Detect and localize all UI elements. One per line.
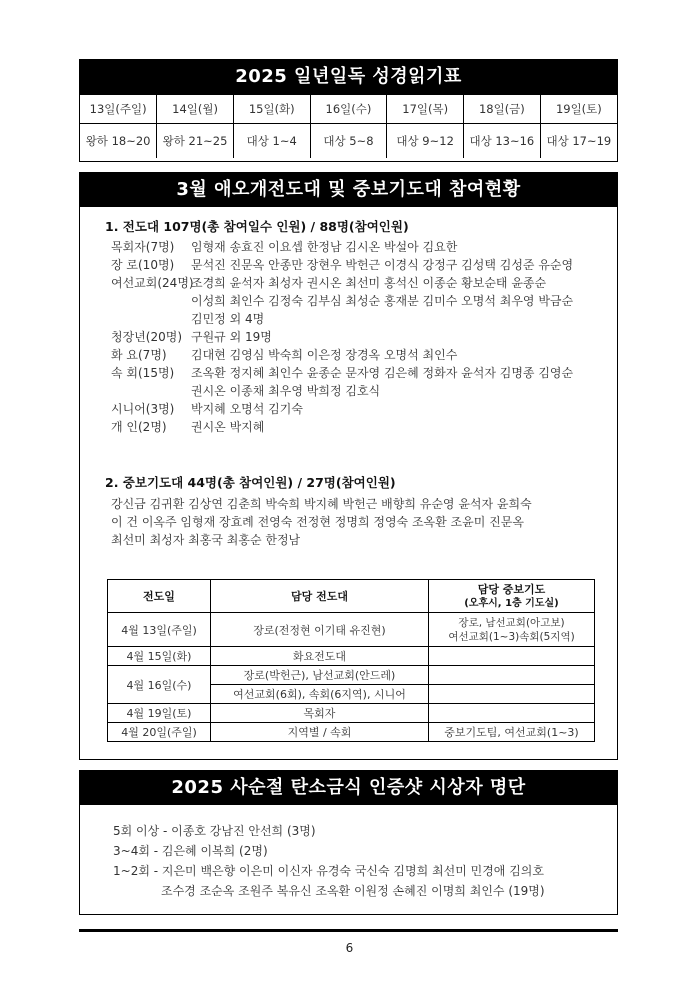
reading-passage: 대상 9~12 (387, 124, 464, 159)
schedule-prayer-line: 장로, 남선교회(아고보) (458, 616, 565, 629)
schedule-prayer-line: 여선교회(1~3)속회(5지역) (448, 630, 575, 643)
schedule-row (108, 647, 595, 666)
reading-day: 18일(금) (464, 95, 541, 124)
prayer-names-line: 이 건 이옥주 임형재 장효례 전영숙 전정현 정명희 정영숙 조옥환 조윤미 진문옥 (111, 515, 524, 529)
reading-passage: 왕하 21~25 (157, 124, 234, 159)
reading-passage: 대상 17~19 (540, 124, 617, 159)
schedule-date: 4월 19일(토) (108, 704, 211, 723)
group-names-continued: 이성희 최인수 김정숙 김부심 최성순 홍재분 김미수 오명석 최우영 박금순 (191, 294, 574, 308)
group-label: 개 인(2명) (111, 420, 167, 434)
section1-groups (111, 238, 573, 436)
award-list (113, 821, 545, 901)
schedule-date: 4월 20일(주일) (108, 723, 211, 742)
schedule-team: 지역별 / 속회 (211, 723, 429, 742)
group-label: 장 로(10명) (111, 258, 175, 272)
group-row (111, 274, 573, 292)
schedule-header-prayer (429, 580, 595, 613)
group-names: 구원규 외 19명 (191, 330, 272, 344)
schedule-prayer: 중보기도팀, 여선교회(1~3) (429, 723, 595, 742)
schedule-team: 장로(박헌근), 남선교회(안드레) (211, 666, 429, 685)
schedule-date: 4월 13일(주일) (108, 613, 211, 647)
group-names: 권시온 박지혜 (191, 420, 265, 434)
group-names: 김대현 김영심 박숙희 이은정 장경옥 오명석 최인수 (191, 348, 458, 362)
reading-day: 19일(토) (540, 95, 617, 124)
reading-passage: 대상 5~8 (310, 124, 387, 159)
schedule-row (108, 666, 595, 685)
group-names: 박지혜 오명석 김기숙 (191, 402, 303, 416)
reading-passage: 왕하 18~20 (80, 124, 157, 159)
group-row (111, 400, 573, 418)
group-names-continued: 권시온 이종채 최우영 박희정 김호식 (191, 384, 381, 398)
group-label: 시니어(3명) (111, 402, 175, 416)
schedule-header-row (108, 580, 595, 613)
reading-passage: 대상 1~4 (233, 124, 310, 159)
group-row (111, 238, 573, 256)
award-line: 3~4회 - 김은혜 이복희 (2명) (113, 844, 268, 858)
schedule-prayer (429, 647, 595, 666)
reading-plan-box (79, 59, 618, 162)
schedule-date: 4월 16일(수) (108, 666, 211, 704)
group-row (111, 346, 573, 364)
prayer-names-line: 최선미 최성자 최홍국 최홍순 한정남 (111, 533, 301, 547)
schedule-team: 목회자 (211, 704, 429, 723)
reading-day: 16일(수) (310, 95, 387, 124)
group-names: 문석진 진문옥 안종만 장현우 박헌근 이경식 강정구 김성택 김성준 유순영 (191, 258, 574, 272)
award-line: 1~2회 - 지은미 백은향 이은미 이신자 유경숙 국신숙 김명희 최선미 민경애 김의호 (113, 864, 544, 878)
section2-heading: 2. 중보기도대 44명(총 참여인원) / 27명(참여인원) (105, 475, 396, 490)
group-names: 조옥환 정지혜 최인수 윤종순 문자영 김은혜 정화자 윤석자 김명종 김영순 (191, 366, 574, 380)
schedule-prayer (429, 685, 595, 704)
section2-names (111, 495, 532, 549)
award-box (79, 770, 618, 915)
group-label: 목회자(7명) (111, 240, 175, 254)
reading-passage: 대상 13~16 (464, 124, 541, 159)
award-line-continued: 조수경 조순옥 조원주 복유신 조옥환 이원정 손혜진 이명희 최인수 (19명) (161, 884, 545, 898)
schedule-header-prayer-main: 담당 중보기도 (477, 582, 546, 596)
schedule-date: 4월 15일(화) (108, 647, 211, 666)
schedule-prayer (429, 666, 595, 685)
group-label: 화 요(7명) (111, 348, 167, 362)
reading-passages-row (80, 124, 617, 159)
reading-day: 14일(월) (157, 95, 234, 124)
award-line: 5회 이상 - 이종호 강남진 안선희 (3명) (113, 824, 316, 838)
schedule-team: 화요전도대 (211, 647, 429, 666)
schedule-team: 여선교회(6회), 속회(6지역), 시니어 (211, 685, 429, 704)
reading-plan-table (80, 94, 617, 158)
group-row (111, 418, 573, 436)
page-number: 6 (345, 941, 354, 955)
group-label: 여선교회(24명) (111, 276, 194, 290)
reading-day: 15일(화) (233, 95, 310, 124)
schedule-table (107, 579, 595, 742)
section1-heading: 1. 전도대 107명(총 참여일수 인원) / 88명(참여인원) (105, 219, 409, 234)
group-names-continued: 김민정 외 4명 (191, 312, 265, 326)
reading-day: 17일(목) (387, 95, 464, 124)
schedule-header-prayer-sub: (오후시, 1층 기도실) (464, 597, 559, 609)
schedule-header-date: 전도일 (108, 580, 211, 613)
group-row (111, 364, 573, 382)
group-names: 임형재 송효진 이요셉 한정남 김시온 박설아 김요한 (191, 240, 458, 254)
schedule-prayer (429, 613, 595, 647)
participation-box (79, 172, 618, 760)
award-title: 2025 사순절 탄소금식 인증샷 시상자 명단 (80, 771, 617, 805)
schedule-row (108, 704, 595, 723)
group-label: 속 회(15명) (111, 366, 175, 380)
schedule-team: 장로(전정현 이기태 유진현) (211, 613, 429, 647)
group-row (111, 256, 573, 274)
schedule-row (108, 723, 595, 742)
group-names: 조경희 윤석자 최성자 권시온 최선미 홍석신 이종순 황보순태 윤종순 (191, 276, 547, 290)
schedule-prayer (429, 704, 595, 723)
reading-plan-title: 2025 일년일독 성경읽기표 (80, 60, 617, 94)
group-label: 청장년(20명) (111, 330, 183, 344)
participation-title: 3월 애오개전도대 및 중보기도대 참여현황 (80, 173, 617, 207)
group-row (111, 328, 573, 346)
reading-day: 13일(주일) (80, 95, 157, 124)
prayer-names-line: 강신금 김귀환 김상연 김춘희 박숙희 박지혜 박헌근 배향희 유순영 윤석자 윤희숙 (111, 497, 532, 511)
footer-rule (79, 929, 618, 932)
schedule-row (108, 613, 595, 647)
reading-days-row (80, 95, 617, 124)
schedule-header-team: 담당 전도대 (211, 580, 429, 613)
